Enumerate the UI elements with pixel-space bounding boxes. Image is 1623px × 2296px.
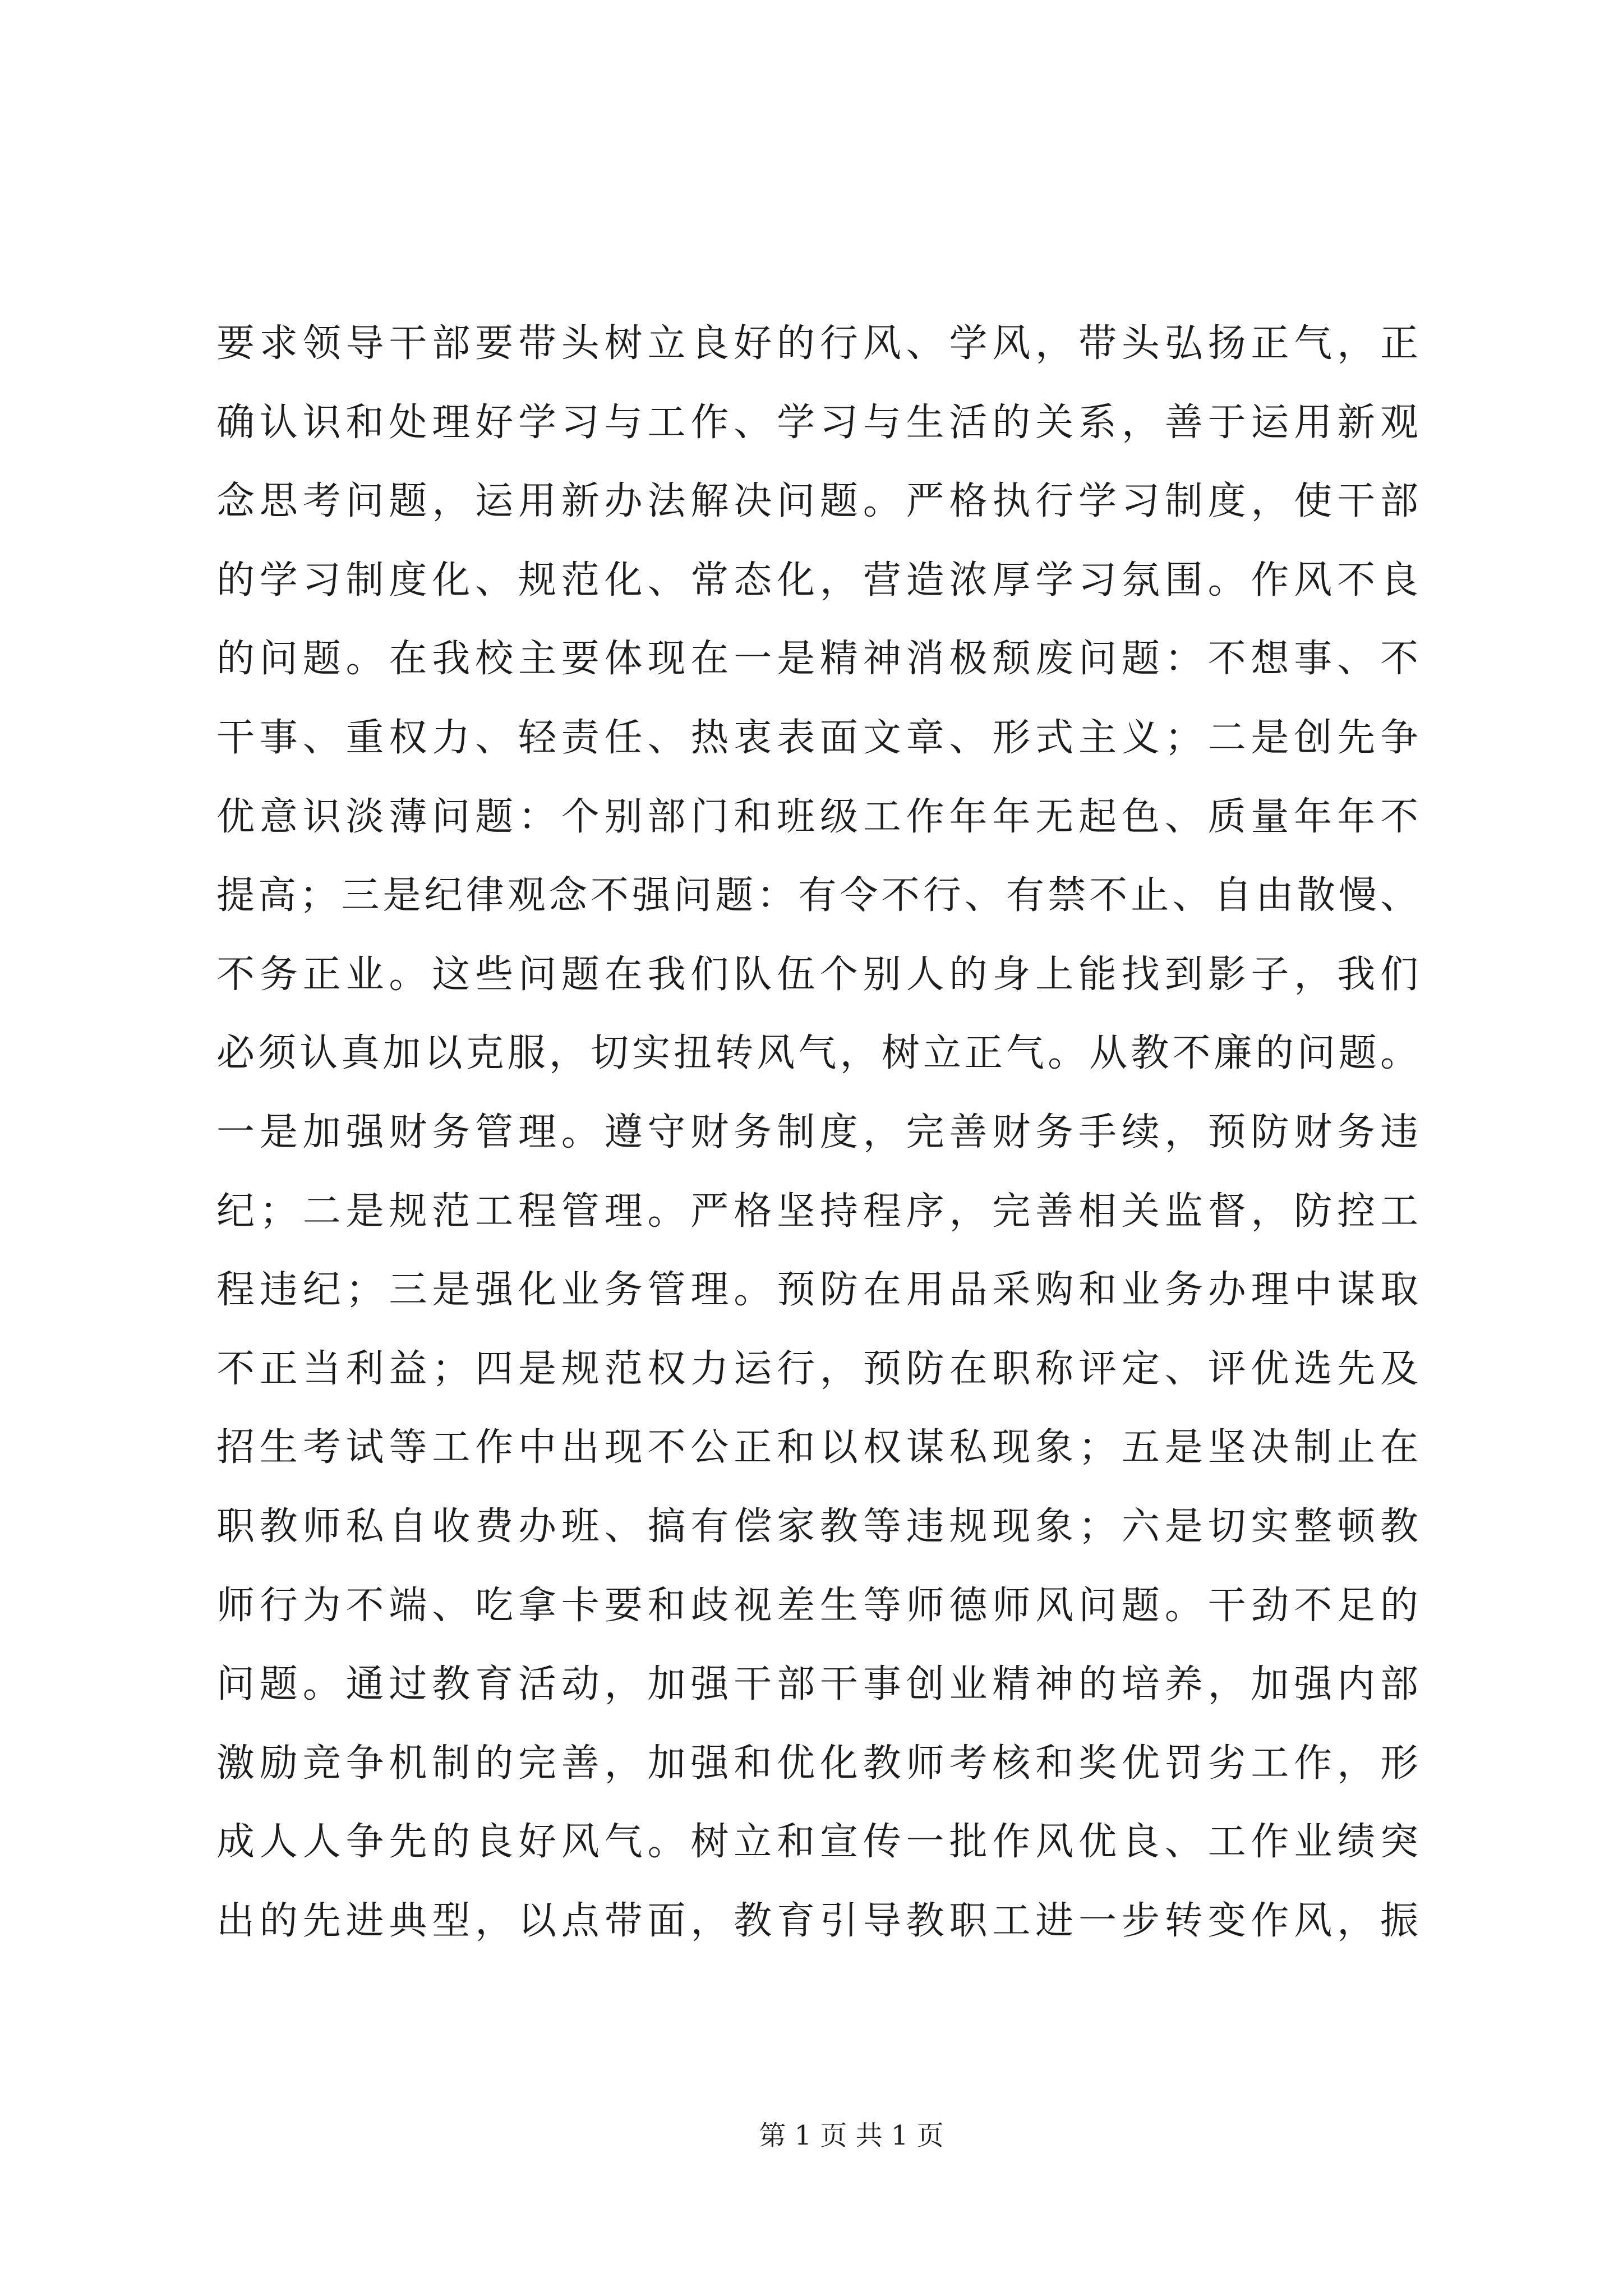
text-line: 招生考试等工作中出现不公正和以权谋私现象；五是坚决制止在	[216, 1425, 1418, 1470]
text-line: 出的先进典型，以点带面，教育引导教职工进一步转变作风，振	[216, 1898, 1418, 1943]
text-line: 不务正业。这些问题在我们队伍个别人的身上能找到影子，我们	[216, 952, 1418, 997]
text-line: 优意识淡薄问题：个别部门和班级工作年年无起色、质量年年不	[216, 794, 1418, 839]
body-text	[216, 305, 1418, 1961]
text-line: 提高；三是纪律观念不强问题：有令不行、有禁不止、自由散慢、	[216, 873, 1418, 918]
text-line: 不正当利益；四是规范权力运行，预防在职称评定、评优选先及	[216, 1346, 1418, 1391]
page-number-label: 第 1 页 共 1 页	[759, 2120, 944, 2151]
text-line: 师行为不端、吃拿卡要和歧视差生等师德师风问题。干劲不足的	[216, 1583, 1418, 1628]
text-line: 念思考问题，运用新办法解决问题。严格执行学习制度，使干部	[216, 479, 1418, 524]
text-line: 激励竞争机制的完善，加强和优化教师考核和奖优罚劣工作，形	[216, 1741, 1418, 1786]
text-line: 的问题。在我校主要体现在一是精神消极颓废问题：不想事、不	[216, 637, 1418, 682]
text-line: 的学习制度化、规范化、常态化，营造浓厚学习氛围。作风不良	[216, 558, 1418, 602]
text-line: 干事、重权力、轻责任、热衷表面文章、形式主义；二是创先争	[216, 715, 1418, 760]
text-line: 一是加强财务管理。遵守财务制度，完善财务手续，预防财务违	[216, 1110, 1418, 1154]
text-line: 必须认真加以克服，切实扭转风气，树立正气。从教不廉的问题。	[216, 1031, 1418, 1076]
text-line: 确认识和处理好学习与工作、学习与生活的关系，善于运用新观	[216, 400, 1418, 445]
page-footer	[683, 2116, 1020, 2155]
text-line: 成人人争先的良好风气。树立和宣传一批作风优良、工作业绩突	[216, 1820, 1418, 1865]
text-line: 纪；二是规范工程管理。严格坚持程序，完善相关监督，防控工	[216, 1189, 1418, 1234]
text-line: 程违纪；三是强化业务管理。预防在用品采购和业务办理中谋取	[216, 1268, 1418, 1313]
text-line: 职教师私自收费办班、搞有偿家教等违规现象；六是切实整顿教	[216, 1504, 1418, 1549]
text-line: 问题。通过教育活动，加强干部干事创业精神的培养，加强内部	[216, 1662, 1418, 1707]
text-line: 要求领导干部要带头树立良好的行风、学风，带头弘扬正气，正	[216, 321, 1418, 366]
